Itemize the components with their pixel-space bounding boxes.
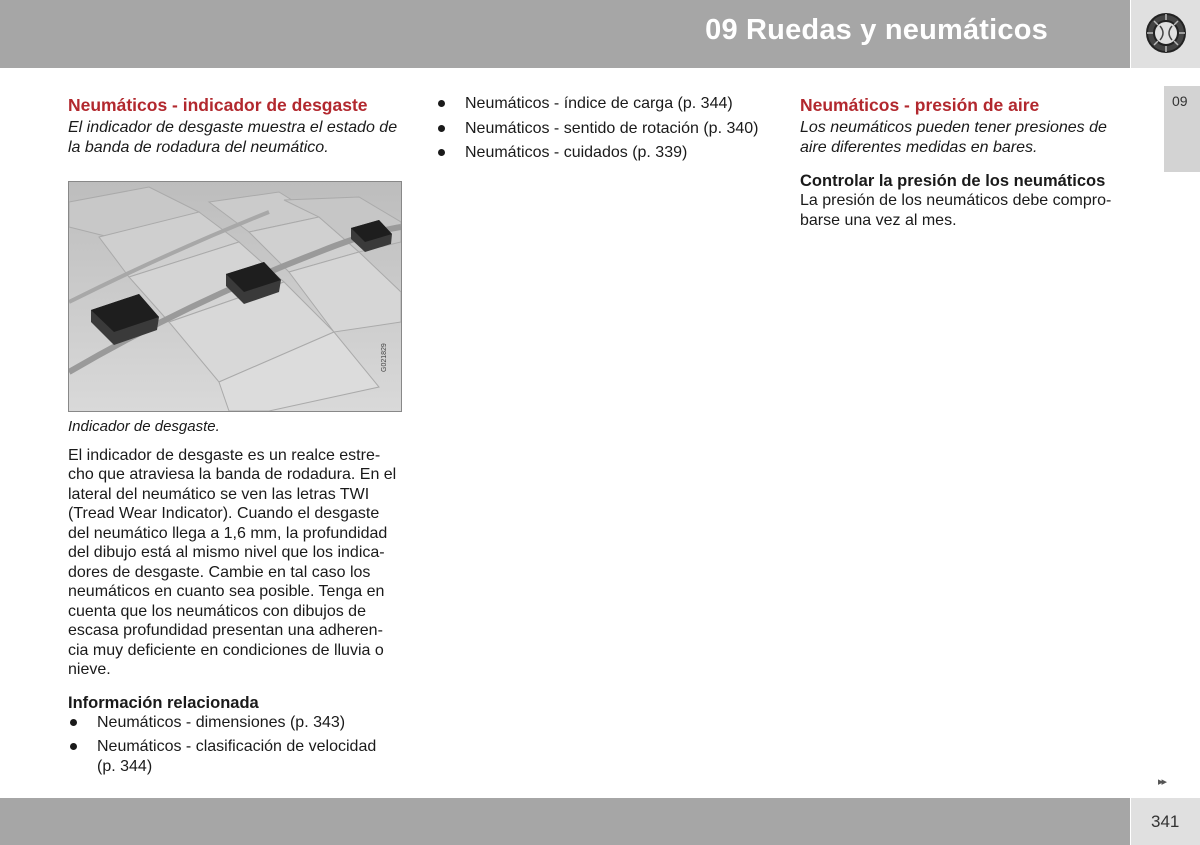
bullet-icon bbox=[70, 743, 77, 750]
section-lead: Los neumáticos pueden tener presiones de aire diferentes medidas en bares. bbox=[800, 119, 1107, 156]
list-item[interactable] bbox=[436, 143, 776, 163]
related-link[interactable]: Neumáticos - dimensiones (p. 343) bbox=[97, 713, 346, 731]
footer-band bbox=[0, 798, 1130, 845]
bullet-icon bbox=[438, 149, 445, 156]
related-link[interactable]: Neumáticos - clasificación de velocidad (p. 344) bbox=[97, 738, 377, 775]
header-band bbox=[0, 0, 1130, 68]
subsection-heading: Controlar la presión de los neumáticos bbox=[800, 172, 1106, 190]
figure-caption: Indicador de desgaste. bbox=[68, 418, 220, 435]
continue-arrow-icon: ▸▸ bbox=[1158, 776, 1166, 788]
bullet-icon bbox=[70, 719, 77, 726]
chapter-tab bbox=[1164, 86, 1200, 172]
chapter-tab-label: 09 bbox=[1172, 93, 1188, 109]
list-item[interactable] bbox=[436, 119, 776, 139]
column-right bbox=[800, 94, 1130, 230]
body-paragraph: La presión de los neumáticos debe compro- barse una vez al mes. bbox=[800, 192, 1112, 229]
page-number: 341 bbox=[1151, 812, 1180, 831]
bullet-icon bbox=[438, 125, 445, 132]
list-item[interactable] bbox=[68, 737, 398, 776]
section-heading-wear-indicator: Neumáticos - indicador de desgaste bbox=[68, 95, 368, 115]
wear-indicator-figure bbox=[68, 181, 402, 412]
tire-icon bbox=[1145, 12, 1187, 54]
section-lead: El indicador de desgaste muestra el estado de la banda de rodadura del neumático. bbox=[68, 119, 398, 156]
body-paragraph: El indicador de desgaste es un realce estre- cho que atraviesa la banda de rodadura. En el lateral del neumático se ven las letras TWI (Tread Wear Indicator). Cuando el desgaste del neumático llega a 1,6 mm, la profundidad del dibujo está al mismo nivel que los indica- dores de desgaste. Cambie en tal caso los neumáticos en cuanto sea posible. Tenga en cuenta que los neumáticos con dibujos de escasa profundidad presentan una adheren- cia muy deficiente en condiciones de lluvia o nieve. bbox=[68, 446, 397, 678]
page-title: 09 Ruedas y neumáticos bbox=[705, 14, 1048, 46]
related-link[interactable]: Neumáticos - índice de carga (p. 344) bbox=[465, 95, 733, 112]
list-item[interactable] bbox=[68, 713, 398, 733]
section-heading-air-pressure: Neumáticos - presión de aire bbox=[800, 95, 1040, 115]
header-icon-box bbox=[1131, 0, 1200, 68]
page-number-box bbox=[1131, 798, 1200, 845]
bullet-icon bbox=[438, 100, 445, 107]
related-list bbox=[68, 713, 398, 777]
tire-tread-illustration bbox=[69, 182, 401, 411]
related-link[interactable]: Neumáticos - sentido de rotación (p. 340) bbox=[465, 119, 759, 137]
figure-code: G021829 bbox=[381, 343, 388, 372]
list-item[interactable] bbox=[436, 94, 776, 114]
related-list-continued bbox=[436, 94, 776, 163]
column-middle bbox=[436, 94, 776, 168]
related-link[interactable]: Neumáticos - cuidados (p. 339) bbox=[465, 144, 688, 161]
column-left bbox=[68, 94, 398, 781]
related-info-title: Información relacionada bbox=[68, 693, 259, 712]
